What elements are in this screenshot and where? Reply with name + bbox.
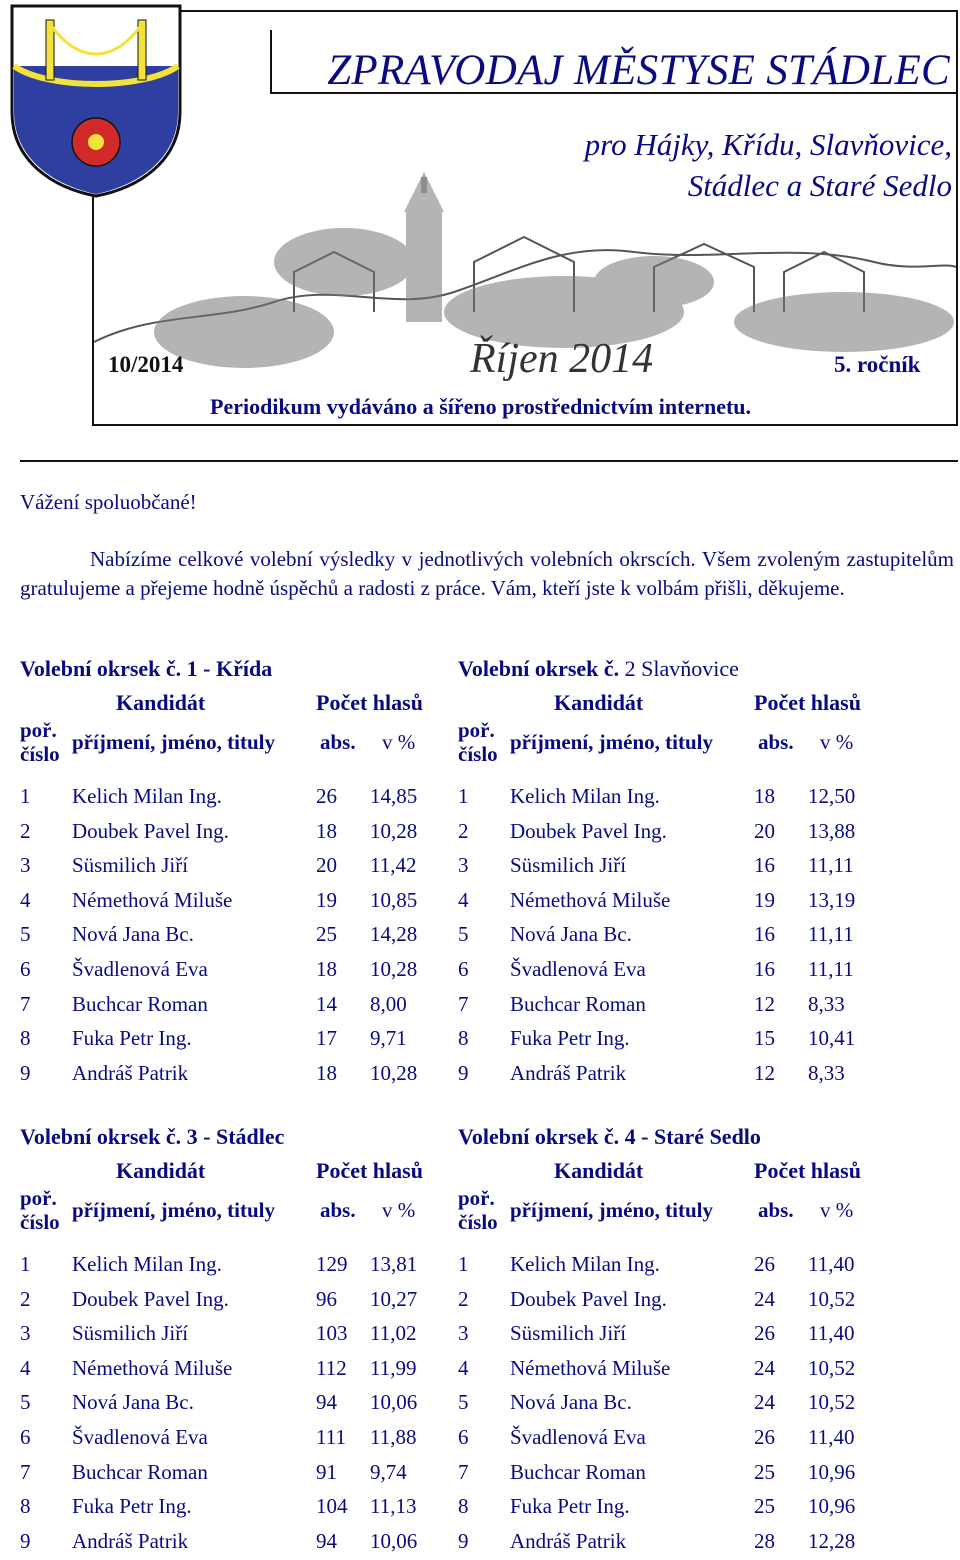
table-row <box>458 951 888 986</box>
name-header: příjmení, jméno, tituly <box>510 1198 713 1222</box>
table-row <box>20 1020 450 1055</box>
title-box <box>270 30 956 94</box>
order-number: 3 <box>458 1321 469 1346</box>
candidate-header: Kandidát <box>554 1158 644 1183</box>
candidate-header: Kandidát <box>116 1158 206 1183</box>
votes-pct: 10,52 <box>808 1390 856 1415</box>
votes-abs: 19 <box>754 887 775 912</box>
table-row <box>20 882 450 917</box>
votes-abs: 112 <box>316 1355 347 1380</box>
order-number: 7 <box>20 1459 31 1484</box>
votes-abs: 14 <box>316 991 337 1016</box>
votes-abs: 26 <box>316 784 337 808</box>
votes-abs: 103 <box>316 1321 348 1346</box>
order-number: 1 <box>458 1252 469 1276</box>
votes-pct: 10,52 <box>808 1355 856 1380</box>
votes-pct: 11,13 <box>370 1494 417 1519</box>
order-header-line1: poř. <box>20 1186 57 1210</box>
candidate-name: Andráš Patrik <box>510 1060 627 1085</box>
order-header-line1: poř. <box>458 718 495 742</box>
table-row <box>458 1523 888 1558</box>
column-headers <box>20 1184 450 1246</box>
votes-pct: 14,85 <box>370 784 418 808</box>
district-title <box>458 656 888 682</box>
table-row <box>20 778 450 813</box>
votes-abs: 25 <box>316 922 337 947</box>
votes-abs: 111 <box>316 1424 346 1449</box>
order-header <box>458 718 498 766</box>
votes-abs: 94 <box>316 1528 337 1553</box>
pct-header: v % <box>382 730 416 754</box>
order-number: 5 <box>458 1390 469 1415</box>
votes-pct: 14,28 <box>370 922 418 947</box>
candidate-name: Süsmilich Jiří <box>510 1321 627 1346</box>
votes-header: Počet hlasů <box>754 690 861 715</box>
district-title: Volební okrsek č. 3 - Stádlec <box>20 1124 285 1149</box>
candidate-name: Nová Jana Bc. <box>510 1390 632 1415</box>
votes-abs: 26 <box>754 1424 775 1449</box>
table-row <box>458 916 888 951</box>
subtitle-villages: pro Hájky, Křídu, Slavňovice, <box>584 127 952 162</box>
subtitle-villages-2: Stádlec a Staré Sedlo <box>687 168 952 203</box>
greeting: Vážení spoluobčané! <box>20 490 197 514</box>
table-header <box>20 1150 450 1184</box>
votes-pct: 10,85 <box>370 887 418 912</box>
order-number: 4 <box>458 1355 469 1380</box>
votes-header: Počet hlasů <box>316 1158 423 1183</box>
votes-abs: 129 <box>316 1252 348 1276</box>
candidate-name: Nová Jana Bc. <box>510 922 632 947</box>
order-number: 7 <box>458 991 469 1016</box>
order-number: 4 <box>20 1355 31 1380</box>
district-table-4 <box>458 1124 888 1557</box>
order-number: 4 <box>458 887 469 912</box>
candidate-name: Kelich Milan Ing. <box>72 784 222 808</box>
votes-abs: 16 <box>754 956 775 981</box>
votes-abs: 18 <box>316 1060 337 1085</box>
order-number: 6 <box>458 1424 469 1449</box>
order-number: 8 <box>20 1494 31 1519</box>
candidate-name: Fuka Petr Ing. <box>72 1026 192 1051</box>
name-header: příjmení, jméno, tituly <box>72 730 275 754</box>
column-headers <box>458 1184 888 1246</box>
pct-header: v % <box>820 1198 854 1222</box>
order-number: 2 <box>458 1286 469 1311</box>
order-number: 4 <box>20 887 31 912</box>
pct-header: v % <box>820 730 854 754</box>
votes-abs: 25 <box>754 1459 775 1484</box>
table-body <box>458 778 888 1089</box>
town-coat-of-arms <box>8 2 184 198</box>
order-number: 1 <box>20 1252 31 1276</box>
table-row <box>458 1454 888 1489</box>
candidate-name: Doubek Pavel Ing. <box>510 818 667 843</box>
order-number: 1 <box>458 784 469 808</box>
table-body <box>458 1246 888 1557</box>
votes-abs: 24 <box>754 1390 775 1415</box>
order-number: 5 <box>20 1390 31 1415</box>
order-number: 3 <box>458 853 469 878</box>
order-number: 2 <box>20 818 31 843</box>
votes-abs: 96 <box>316 1286 337 1311</box>
abs-header: abs. <box>320 730 356 754</box>
order-header-line2: číslo <box>20 1210 60 1234</box>
order-number: 9 <box>458 1060 469 1085</box>
candidate-name: Nová Jana Bc. <box>72 1390 194 1415</box>
votes-pct: 13,88 <box>808 818 856 843</box>
votes-pct: 10,06 <box>370 1528 418 1553</box>
order-number: 7 <box>20 991 31 1016</box>
candidate-name: Süsmilich Jiří <box>72 1321 189 1346</box>
votes-abs: 24 <box>754 1355 775 1380</box>
abs-header: abs. <box>320 1198 356 1222</box>
table-header <box>458 682 888 716</box>
table-header <box>20 682 450 716</box>
candidate-name: Némethová Miluše <box>510 1355 671 1380</box>
table-row <box>458 813 888 848</box>
votes-pct: 8,00 <box>370 991 407 1016</box>
table-row <box>458 1384 888 1419</box>
votes-abs: 28 <box>754 1528 775 1553</box>
table-row <box>20 1454 450 1489</box>
table-row <box>458 882 888 917</box>
order-number: 2 <box>20 1286 31 1311</box>
votes-header: Počet hlasů <box>754 1158 861 1183</box>
table-row <box>458 1315 888 1350</box>
candidate-name: Némethová Miluše <box>72 887 233 912</box>
order-number: 6 <box>20 1424 31 1449</box>
votes-pct: 11,88 <box>370 1424 417 1449</box>
votes-pct: 13,81 <box>370 1252 418 1276</box>
votes-pct: 10,28 <box>370 956 418 981</box>
votes-pct: 11,11 <box>808 922 854 947</box>
order-number: 9 <box>20 1060 31 1085</box>
order-number: 3 <box>20 853 31 878</box>
votes-pct: 8,33 <box>808 1060 845 1085</box>
district-table-2 <box>458 656 888 1089</box>
candidate-name: Némethová Miluše <box>510 887 671 912</box>
candidate-header: Kandidát <box>554 690 644 715</box>
votes-abs: 94 <box>316 1390 337 1415</box>
order-number: 6 <box>20 956 31 981</box>
candidate-name: Švadlenová Eva <box>72 1424 208 1449</box>
table-row <box>458 1055 888 1090</box>
candidate-name: Buchcar Roman <box>72 1459 208 1484</box>
votes-pct: 11,02 <box>370 1321 417 1346</box>
table-row <box>20 813 450 848</box>
votes-pct: 8,33 <box>808 991 845 1016</box>
table-header <box>458 1150 888 1184</box>
district-table-3 <box>20 1124 450 1557</box>
pct-header: v % <box>382 1198 416 1222</box>
header-divider <box>20 460 958 462</box>
order-header-line1: poř. <box>20 718 57 742</box>
votes-abs: 15 <box>754 1026 775 1051</box>
name-header: příjmení, jméno, tituly <box>72 1198 275 1222</box>
votes-pct: 10,52 <box>808 1286 856 1311</box>
table-row <box>20 1281 450 1316</box>
candidate-name: Buchcar Roman <box>72 991 208 1016</box>
order-number: 7 <box>458 1459 469 1484</box>
votes-abs: 18 <box>754 784 775 808</box>
candidate-name: Švadlenová Eva <box>72 956 208 981</box>
column-headers <box>458 716 888 778</box>
order-number: 5 <box>458 922 469 947</box>
order-header <box>20 718 60 766</box>
table-row <box>20 951 450 986</box>
votes-pct: 11,11 <box>808 956 854 981</box>
candidate-name: Andráš Patrik <box>72 1528 189 1553</box>
candidate-name: Švadlenová Eva <box>510 1424 646 1449</box>
votes-abs: 91 <box>316 1459 337 1484</box>
candidate-name: Süsmilich Jiří <box>72 853 189 878</box>
newsletter-title: ZPRAVODAJ MĚSTYSE STÁDLEC <box>327 47 950 94</box>
periodical-note: Periodikum vydáváno a šířeno prostřednictvím internetu. <box>210 394 752 419</box>
table-row <box>20 1246 450 1281</box>
table-body <box>20 1246 450 1557</box>
votes-pct: 13,19 <box>808 887 856 912</box>
votes-pct: 12,50 <box>808 784 856 808</box>
order-number: 8 <box>458 1026 469 1051</box>
table-row <box>20 1419 450 1454</box>
name-header: příjmení, jméno, tituly <box>510 730 713 754</box>
candidate-name: Némethová Miluše <box>72 1355 233 1380</box>
order-number: 8 <box>458 1494 469 1519</box>
votes-abs: 16 <box>754 853 775 878</box>
candidate-name: Kelich Milan Ing. <box>510 1252 660 1276</box>
order-number: 1 <box>20 784 31 808</box>
table-row <box>20 1350 450 1385</box>
votes-abs: 16 <box>754 922 775 947</box>
order-number: 5 <box>20 922 31 947</box>
candidate-name: Doubek Pavel Ing. <box>510 1286 667 1311</box>
table-row <box>458 847 888 882</box>
candidate-name: Kelich Milan Ing. <box>72 1252 222 1276</box>
candidate-name: Süsmilich Jiří <box>510 853 627 878</box>
issue-month: Říjen 2014 <box>470 336 654 382</box>
order-number: 2 <box>458 818 469 843</box>
order-number: 6 <box>458 956 469 981</box>
order-header-line2: číslo <box>458 742 498 766</box>
order-header-line2: číslo <box>458 1210 498 1234</box>
votes-pct: 10,28 <box>370 1060 418 1085</box>
order-header-line1: poř. <box>458 1186 495 1210</box>
votes-abs: 25 <box>754 1494 775 1519</box>
table-row <box>458 1020 888 1055</box>
candidate-name: Švadlenová Eva <box>510 956 646 981</box>
candidate-name: Kelich Milan Ing. <box>510 784 660 808</box>
votes-pct: 11,11 <box>808 853 854 878</box>
district-title-plain: 2 Slavňovice <box>619 656 739 681</box>
votes-pct: 11,40 <box>808 1252 855 1276</box>
candidate-name: Fuka Petr Ing. <box>510 1026 630 1051</box>
votes-abs: 18 <box>316 818 337 843</box>
candidate-name: Doubek Pavel Ing. <box>72 818 229 843</box>
order-number: 8 <box>20 1026 31 1051</box>
votes-pct: 10,06 <box>370 1390 418 1415</box>
candidate-name: Fuka Petr Ing. <box>72 1494 192 1519</box>
votes-pct: 10,27 <box>370 1286 418 1311</box>
votes-pct: 10,41 <box>808 1026 856 1051</box>
district-title-bold: Volební okrsek č. <box>458 656 620 681</box>
candidate-name: Fuka Petr Ing. <box>510 1494 630 1519</box>
table-row <box>458 1350 888 1385</box>
candidate-name: Doubek Pavel Ing. <box>72 1286 229 1311</box>
votes-pct: 10,28 <box>370 818 418 843</box>
votes-pct: 11,40 <box>808 1424 855 1449</box>
table-row <box>20 1523 450 1558</box>
table-row <box>20 986 450 1021</box>
table-row <box>20 1055 450 1090</box>
votes-pct: 11,42 <box>370 853 417 878</box>
votes-abs: 20 <box>754 818 775 843</box>
votes-pct: 10,96 <box>808 1494 856 1519</box>
table-row <box>20 1315 450 1350</box>
votes-abs: 12 <box>754 991 775 1016</box>
abs-header: abs. <box>758 730 794 754</box>
candidate-name: Buchcar Roman <box>510 1459 646 1484</box>
order-header <box>20 1186 60 1234</box>
table-row <box>458 986 888 1021</box>
votes-pct: 11,40 <box>808 1321 855 1346</box>
table-row <box>20 916 450 951</box>
column-headers <box>20 716 450 778</box>
district-title: Volební okrsek č. 4 - Staré Sedlo <box>458 1124 761 1149</box>
table-row <box>458 1488 888 1523</box>
table-body <box>20 778 450 1089</box>
votes-abs: 20 <box>316 853 337 878</box>
table-row <box>458 778 888 813</box>
order-header <box>458 1186 498 1234</box>
votes-abs: 18 <box>316 956 337 981</box>
votes-pct: 10,96 <box>808 1459 856 1484</box>
table-row <box>20 847 450 882</box>
volume-label: 5. ročník <box>834 352 921 377</box>
table-row <box>458 1419 888 1454</box>
candidate-name: Buchcar Roman <box>510 991 646 1016</box>
votes-abs: 104 <box>316 1494 348 1519</box>
order-number: 9 <box>20 1528 31 1553</box>
votes-abs: 24 <box>754 1286 775 1311</box>
order-number: 9 <box>458 1528 469 1553</box>
table-row <box>458 1246 888 1281</box>
table-row <box>20 1488 450 1523</box>
district-table-1 <box>20 656 450 1089</box>
table-row <box>20 1384 450 1419</box>
votes-abs: 26 <box>754 1252 775 1276</box>
candidate-header: Kandidát <box>116 690 206 715</box>
issue-number: 10/2014 <box>108 352 184 377</box>
candidate-name: Nová Jana Bc. <box>72 922 194 947</box>
order-number: 3 <box>20 1321 31 1346</box>
votes-pct: 12,28 <box>808 1528 856 1553</box>
order-header-line2: číslo <box>20 742 60 766</box>
votes-pct: 11,99 <box>370 1355 417 1380</box>
abs-header: abs. <box>758 1198 794 1222</box>
votes-pct: 9,71 <box>370 1026 407 1051</box>
intro-paragraph: Nabízíme celkové volební výsledky v jednotlivých volebních okrscích. Všem zvoleným zastupitelům gratulujeme a přejeme hodně úspěchů a radosti z práce. Vám, kteří jste k volbám přišli, děkujeme. <box>20 547 954 600</box>
votes-abs: 19 <box>316 887 337 912</box>
votes-abs: 26 <box>754 1321 775 1346</box>
votes-abs: 12 <box>754 1060 775 1085</box>
votes-abs: 17 <box>316 1026 337 1051</box>
candidate-name: Andráš Patrik <box>510 1528 627 1553</box>
votes-header: Počet hlasů <box>316 690 423 715</box>
district-title: Volební okrsek č. 1 - Křída <box>20 656 273 681</box>
candidate-name: Andráš Patrik <box>72 1060 189 1085</box>
table-row <box>458 1281 888 1316</box>
votes-pct: 9,74 <box>370 1459 407 1484</box>
